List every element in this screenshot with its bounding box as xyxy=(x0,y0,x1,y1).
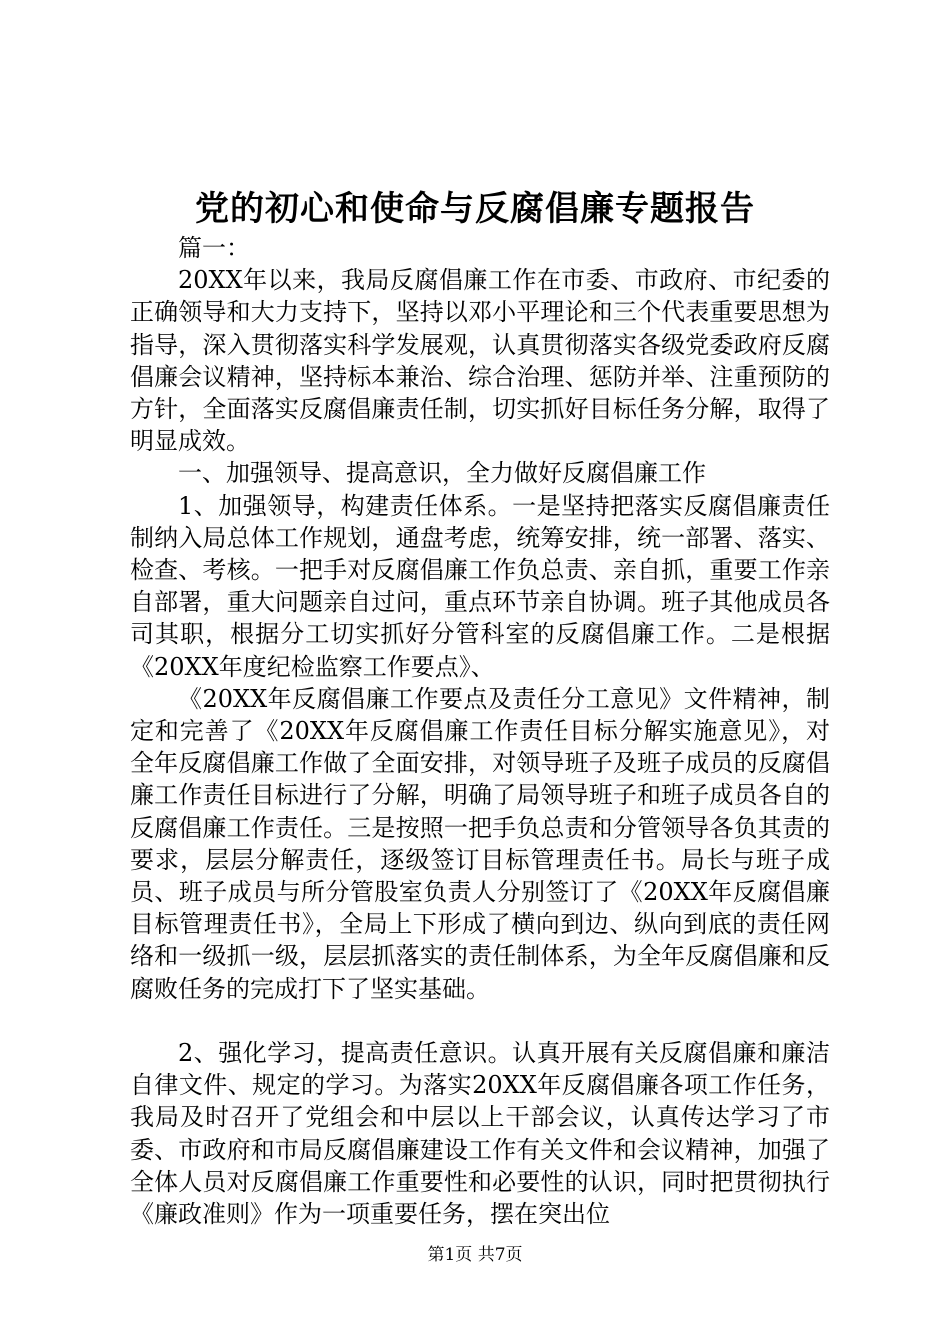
page-footer: 第1页 共7页 xyxy=(427,1245,523,1265)
section-label: 篇一： xyxy=(178,234,250,262)
body-paragraph: 2、强化学习，提高责任意识。认真开展有关反腐倡廉和廉洁自律文件、规定的学习。为落实20XX年反腐倡廉各项工作任务，我局及时召开了党组会和中层以上干部会议，认真传达学习了市委、市政府和市局反腐倡廉建设工作有关文件和会议精神，加强了全体人员对反腐倡廉工作重要性和必要性的认识，同时把贯彻执行《廉政准则》作为一项重要任务，摆在突出位 xyxy=(130,1039,830,1229)
body-paragraph: 《20XX年反腐倡廉工作要点及责任分工意见》文件精神，制定和完善了《20XX年反腐倡廉工作责任目标分解实施意见》，对全年反腐倡廉工作做了全面安排，对领导班子及班子成员的反腐倡廉工作责任目标进行了分解，明确了局领导班子和班子成员各自的反腐倡廉工作责任。三是按照一把手负总责和分管领导各负其责的要求，层层分解责任，逐级签订目标管理责任书。局长与班子成员、班子成员与所分管股室负责人分别签订了《20XX年反腐倡廉目标管理责任书》，全局上下形成了横向到边、纵向到底的责任网络和一级抓一级，层层抓落实的责任制体系，为全年反腐倡廉和反腐败任务的完成打下了坚实基础。 xyxy=(130,684,830,1003)
intro-paragraph: 20XX年以来，我局反腐倡廉工作在市委、市政府、市纪委的正确领导和大力支持下，坚持以邓小平理论和三个代表重要思想为指导，深入贯彻落实科学发展观，认真贯彻落实各级党委政府反腐倡廉会议精神，坚持标本兼治、综合治理、惩防并举、注重预防的方针，全面落实反腐倡廉责任制，切实抓好目标任务分解，取得了明显成效。 xyxy=(130,266,830,456)
body-paragraph: 1、加强领导，构建责任体系。一是坚持把落实反腐倡廉责任制纳入局总体工作规划，通盘考虑，统筹安排，统一部署、落实、检查、考核。一把手对反腐倡廉工作负总责、亲自抓，重要工作亲自部署，重大问题亲自过问，重点环节亲自协调。班子其他成员各司其职，根据分工切实抓好分管科室的反腐倡廉工作。二是根据《20XX年度纪检监察工作要点》、 xyxy=(130,491,830,681)
document-body xyxy=(130,232,830,1230)
document-title: 党的初心和使命与反腐倡廉专题报告 xyxy=(195,189,755,229)
section-heading: 一、加强领导、提高意识，全力做好反腐倡廉工作 xyxy=(178,459,706,488)
